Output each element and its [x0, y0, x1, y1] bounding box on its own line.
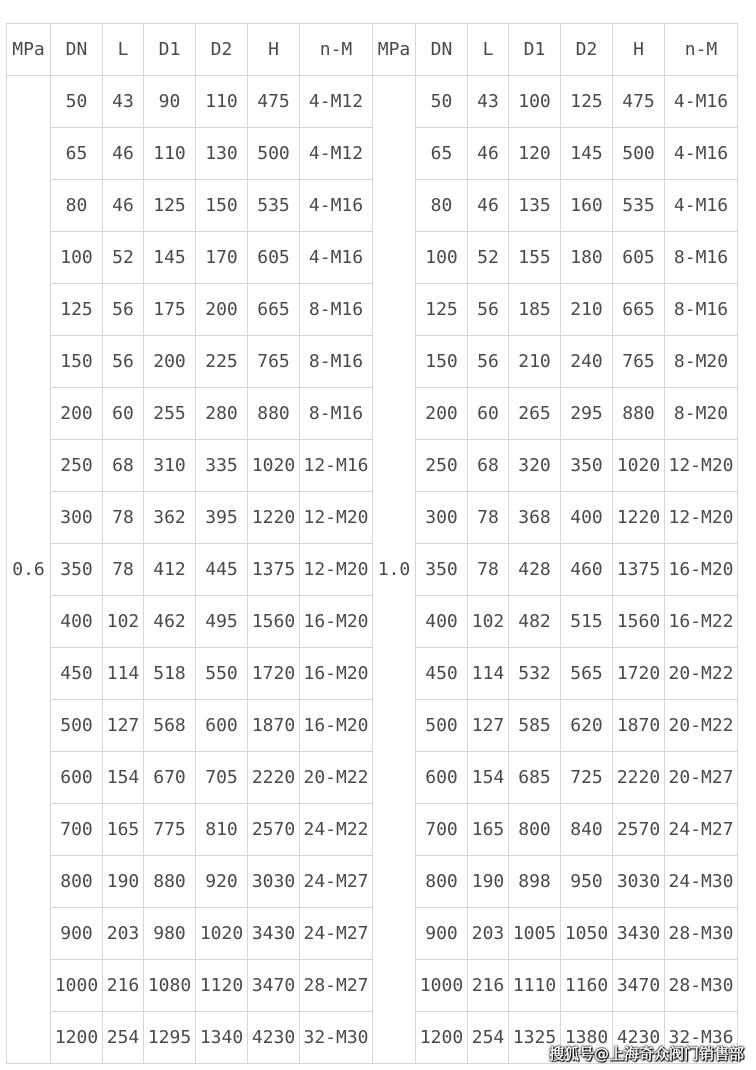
cell-l: 216 [468, 960, 509, 1012]
cell-dn: 150 [416, 336, 468, 388]
cell-d2: 620 [561, 700, 613, 752]
cell-h: 765 [613, 336, 665, 388]
cell-d2: 810 [196, 804, 248, 856]
cell-nm: 8-M16 [665, 232, 738, 284]
cell-l: 114 [468, 648, 509, 700]
cell-d1: 1325 [509, 1012, 561, 1064]
cell-d2: 1020 [196, 908, 248, 960]
cell-d1: 120 [509, 128, 561, 180]
cell-dn: 1200 [416, 1012, 468, 1064]
cell-l: 78 [468, 544, 509, 596]
header-d1-right: D1 [509, 24, 561, 76]
cell-nm: 4-M16 [300, 180, 373, 232]
cell-h: 535 [248, 180, 300, 232]
cell-h: 665 [613, 284, 665, 336]
header-mpa-right: MPa [373, 24, 416, 76]
cell-d1: 585 [509, 700, 561, 752]
cell-dn: 350 [416, 544, 468, 596]
cell-l: 165 [103, 804, 144, 856]
cell-nm: 20-M27 [665, 752, 738, 804]
cell-d1: 125 [144, 180, 196, 232]
cell-d2: 350 [561, 440, 613, 492]
cell-nm: 20-M22 [665, 700, 738, 752]
cell-d1: 685 [509, 752, 561, 804]
cell-dn: 900 [51, 908, 103, 960]
cell-dn: 350 [51, 544, 103, 596]
cell-l: 254 [103, 1012, 144, 1064]
cell-l: 68 [468, 440, 509, 492]
cell-h: 3030 [613, 856, 665, 908]
cell-l: 165 [468, 804, 509, 856]
cell-nm: 8-M20 [665, 336, 738, 388]
cell-d1: 320 [509, 440, 561, 492]
cell-d1: 145 [144, 232, 196, 284]
cell-dn: 600 [51, 752, 103, 804]
cell-d2: 125 [561, 76, 613, 128]
cell-h: 475 [613, 76, 665, 128]
cell-l: 154 [103, 752, 144, 804]
cell-d1: 210 [509, 336, 561, 388]
cell-dn: 250 [51, 440, 103, 492]
cell-h: 500 [248, 128, 300, 180]
cell-h: 1870 [613, 700, 665, 752]
table-body [7, 76, 738, 1064]
cell-d2: 225 [196, 336, 248, 388]
cell-d1: 980 [144, 908, 196, 960]
cell-l: 56 [468, 284, 509, 336]
cell-nm: 12-M20 [665, 492, 738, 544]
cell-h: 1560 [248, 596, 300, 648]
cell-d1: 518 [144, 648, 196, 700]
cell-d1: 362 [144, 492, 196, 544]
header-mpa-left: MPa [7, 24, 51, 76]
cell-h: 3470 [613, 960, 665, 1012]
cell-d1: 1110 [509, 960, 561, 1012]
cell-h: 2570 [248, 804, 300, 856]
cell-d1: 110 [144, 128, 196, 180]
cell-l: 78 [103, 492, 144, 544]
cell-d2: 335 [196, 440, 248, 492]
table-row [7, 232, 738, 284]
cell-dn: 500 [416, 700, 468, 752]
cell-d2: 150 [196, 180, 248, 232]
cell-l: 190 [468, 856, 509, 908]
cell-l: 127 [468, 700, 509, 752]
cell-d1: 310 [144, 440, 196, 492]
cell-l: 190 [103, 856, 144, 908]
cell-d1: 265 [509, 388, 561, 440]
cell-nm: 4-M16 [665, 180, 738, 232]
cell-h: 665 [248, 284, 300, 336]
cell-l: 60 [468, 388, 509, 440]
cell-dn: 450 [51, 648, 103, 700]
cell-nm: 16-M20 [300, 596, 373, 648]
header-h-right: H [613, 24, 665, 76]
table-row [7, 76, 738, 128]
cell-nm: 8-M16 [300, 388, 373, 440]
cell-l: 60 [103, 388, 144, 440]
cell-l: 46 [468, 128, 509, 180]
cell-d1: 155 [509, 232, 561, 284]
table-row [7, 336, 738, 388]
cell-d2: 170 [196, 232, 248, 284]
cell-l: 56 [103, 284, 144, 336]
cell-h: 500 [613, 128, 665, 180]
watermark-text: 搜狐号@上海奇众阀门销售部 [548, 1045, 744, 1063]
cell-l: 46 [468, 180, 509, 232]
cell-l: 102 [468, 596, 509, 648]
cell-l: 43 [103, 76, 144, 128]
cell-h: 1870 [248, 700, 300, 752]
cell-h: 1720 [613, 648, 665, 700]
cell-h: 1020 [613, 440, 665, 492]
header-h-left: H [248, 24, 300, 76]
cell-h: 1220 [613, 492, 665, 544]
cell-dn: 600 [416, 752, 468, 804]
cell-d2: 950 [561, 856, 613, 908]
cell-d1: 482 [509, 596, 561, 648]
header-l-right: L [468, 24, 509, 76]
cell-l: 68 [103, 440, 144, 492]
cell-l: 56 [103, 336, 144, 388]
cell-h: 880 [613, 388, 665, 440]
cell-l: 52 [468, 232, 509, 284]
cell-nm: 12-M20 [300, 492, 373, 544]
cell-dn: 1200 [51, 1012, 103, 1064]
cell-dn: 1000 [416, 960, 468, 1012]
cell-nm: 8-M16 [665, 284, 738, 336]
cell-dn: 200 [51, 388, 103, 440]
cell-d2: 1160 [561, 960, 613, 1012]
cell-d1: 100 [509, 76, 561, 128]
cell-nm: 8-M16 [300, 284, 373, 336]
cell-nm: 8-M16 [300, 336, 373, 388]
table-row [7, 960, 738, 1012]
cell-nm: 32-M36 [665, 1012, 738, 1064]
cell-d1: 175 [144, 284, 196, 336]
cell-d2: 1120 [196, 960, 248, 1012]
table-row [7, 388, 738, 440]
cell-d2: 240 [561, 336, 613, 388]
cell-h: 1375 [248, 544, 300, 596]
cell-h: 3030 [248, 856, 300, 908]
table-row [7, 180, 738, 232]
cell-d1: 670 [144, 752, 196, 804]
cell-l: 46 [103, 180, 144, 232]
cell-nm: 28-M30 [665, 960, 738, 1012]
header-dn-right: DN [416, 24, 468, 76]
table-row [7, 752, 738, 804]
pressure-cell: 0.6 [7, 76, 51, 1064]
table-row [7, 128, 738, 180]
cell-dn: 700 [51, 804, 103, 856]
cell-d2: 565 [561, 648, 613, 700]
cell-d2: 705 [196, 752, 248, 804]
cell-h: 2570 [613, 804, 665, 856]
cell-d2: 840 [561, 804, 613, 856]
cell-nm: 12-M20 [300, 544, 373, 596]
cell-d1: 90 [144, 76, 196, 128]
cell-d1: 412 [144, 544, 196, 596]
cell-h: 605 [248, 232, 300, 284]
header-d2-right: D2 [561, 24, 613, 76]
cell-dn: 50 [51, 76, 103, 128]
cell-h: 1375 [613, 544, 665, 596]
table-row [7, 804, 738, 856]
pressure-cell: 1.0 [373, 76, 416, 1064]
cell-nm: 12-M20 [665, 440, 738, 492]
cell-nm: 24-M27 [300, 856, 373, 908]
table-header [7, 24, 738, 76]
cell-h: 3470 [248, 960, 300, 1012]
cell-l: 78 [103, 544, 144, 596]
cell-d2: 600 [196, 700, 248, 752]
table-row [7, 700, 738, 752]
header-nm-left: n-M [300, 24, 373, 76]
cell-nm: 4-M16 [665, 76, 738, 128]
cell-h: 3430 [248, 908, 300, 960]
cell-d2: 145 [561, 128, 613, 180]
table-row [7, 544, 738, 596]
cell-d1: 800 [509, 804, 561, 856]
cell-h: 1720 [248, 648, 300, 700]
cell-h: 2220 [613, 752, 665, 804]
cell-nm: 20-M22 [300, 752, 373, 804]
cell-d2: 1340 [196, 1012, 248, 1064]
cell-nm: 8-M20 [665, 388, 738, 440]
cell-d1: 1295 [144, 1012, 196, 1064]
table-row [7, 596, 738, 648]
cell-l: 216 [103, 960, 144, 1012]
cell-dn: 450 [416, 648, 468, 700]
cell-h: 2220 [248, 752, 300, 804]
cell-d1: 880 [144, 856, 196, 908]
cell-d1: 200 [144, 336, 196, 388]
cell-d1: 428 [509, 544, 561, 596]
cell-h: 475 [248, 76, 300, 128]
cell-dn: 400 [416, 596, 468, 648]
cell-dn: 65 [51, 128, 103, 180]
cell-dn: 200 [416, 388, 468, 440]
table-row [7, 492, 738, 544]
cell-dn: 700 [416, 804, 468, 856]
cell-d2: 110 [196, 76, 248, 128]
cell-l: 46 [103, 128, 144, 180]
cell-l: 127 [103, 700, 144, 752]
cell-d2: 725 [561, 752, 613, 804]
cell-d1: 1005 [509, 908, 561, 960]
cell-l: 154 [468, 752, 509, 804]
cell-d2: 200 [196, 284, 248, 336]
cell-d2: 160 [561, 180, 613, 232]
cell-nm: 16-M22 [665, 596, 738, 648]
cell-dn: 150 [51, 336, 103, 388]
cell-dn: 500 [51, 700, 103, 752]
table-row [7, 440, 738, 492]
cell-d2: 495 [196, 596, 248, 648]
cell-d1: 775 [144, 804, 196, 856]
cell-d2: 1050 [561, 908, 613, 960]
cell-h: 880 [248, 388, 300, 440]
cell-d2: 130 [196, 128, 248, 180]
table-row [7, 284, 738, 336]
cell-l: 43 [468, 76, 509, 128]
cell-nm: 16-M20 [300, 700, 373, 752]
cell-l: 114 [103, 648, 144, 700]
cell-dn: 800 [51, 856, 103, 908]
cell-l: 56 [468, 336, 509, 388]
cell-dn: 100 [51, 232, 103, 284]
cell-d1: 135 [509, 180, 561, 232]
cell-d2: 515 [561, 596, 613, 648]
cell-nm: 24-M30 [665, 856, 738, 908]
cell-nm: 4-M12 [300, 76, 373, 128]
cell-nm: 4-M16 [300, 232, 373, 284]
cell-nm: 24-M27 [300, 908, 373, 960]
cell-dn: 900 [416, 908, 468, 960]
cell-h: 605 [613, 232, 665, 284]
cell-dn: 300 [416, 492, 468, 544]
header-dn-left: DN [51, 24, 103, 76]
cell-d1: 532 [509, 648, 561, 700]
cell-d2: 295 [561, 388, 613, 440]
cell-nm: 16-M20 [300, 648, 373, 700]
cell-dn: 80 [51, 180, 103, 232]
cell-dn: 800 [416, 856, 468, 908]
cell-d2: 445 [196, 544, 248, 596]
valve-dimension-table [6, 23, 738, 1064]
table-row [7, 908, 738, 960]
cell-dn: 125 [51, 284, 103, 336]
header-row [7, 24, 738, 76]
cell-nm: 32-M30 [300, 1012, 373, 1064]
cell-dn: 65 [416, 128, 468, 180]
header-l-left: L [103, 24, 144, 76]
cell-d1: 185 [509, 284, 561, 336]
cell-h: 1020 [248, 440, 300, 492]
cell-d2: 395 [196, 492, 248, 544]
cell-dn: 80 [416, 180, 468, 232]
header-nm-right: n-M [665, 24, 738, 76]
cell-nm: 28-M30 [665, 908, 738, 960]
table-row [7, 856, 738, 908]
cell-dn: 400 [51, 596, 103, 648]
cell-d1: 1080 [144, 960, 196, 1012]
cell-d2: 210 [561, 284, 613, 336]
cell-h: 3430 [613, 908, 665, 960]
cell-dn: 250 [416, 440, 468, 492]
cell-d2: 1380 [561, 1012, 613, 1064]
cell-l: 78 [468, 492, 509, 544]
cell-l: 203 [468, 908, 509, 960]
cell-nm: 4-M12 [300, 128, 373, 180]
cell-h: 4230 [248, 1012, 300, 1064]
table-row [7, 648, 738, 700]
cell-nm: 4-M16 [665, 128, 738, 180]
cell-d1: 568 [144, 700, 196, 752]
cell-l: 102 [103, 596, 144, 648]
cell-l: 254 [468, 1012, 509, 1064]
cell-nm: 24-M22 [300, 804, 373, 856]
cell-dn: 300 [51, 492, 103, 544]
cell-d2: 180 [561, 232, 613, 284]
cell-d1: 462 [144, 596, 196, 648]
cell-nm: 12-M16 [300, 440, 373, 492]
cell-nm: 24-M27 [665, 804, 738, 856]
cell-h: 1220 [248, 492, 300, 544]
cell-d1: 898 [509, 856, 561, 908]
cell-d2: 280 [196, 388, 248, 440]
cell-d2: 460 [561, 544, 613, 596]
cell-d1: 255 [144, 388, 196, 440]
cell-h: 1560 [613, 596, 665, 648]
cell-d2: 400 [561, 492, 613, 544]
cell-dn: 1000 [51, 960, 103, 1012]
cell-d2: 550 [196, 648, 248, 700]
cell-nm: 20-M22 [665, 648, 738, 700]
cell-nm: 28-M27 [300, 960, 373, 1012]
cell-l: 52 [103, 232, 144, 284]
cell-dn: 100 [416, 232, 468, 284]
header-d1-left: D1 [144, 24, 196, 76]
cell-dn: 125 [416, 284, 468, 336]
cell-l: 203 [103, 908, 144, 960]
cell-h: 535 [613, 180, 665, 232]
cell-nm: 16-M20 [665, 544, 738, 596]
cell-h: 765 [248, 336, 300, 388]
header-d2-left: D2 [196, 24, 248, 76]
cell-dn: 50 [416, 76, 468, 128]
cell-h: 4230 [613, 1012, 665, 1064]
cell-d2: 920 [196, 856, 248, 908]
cell-d1: 368 [509, 492, 561, 544]
